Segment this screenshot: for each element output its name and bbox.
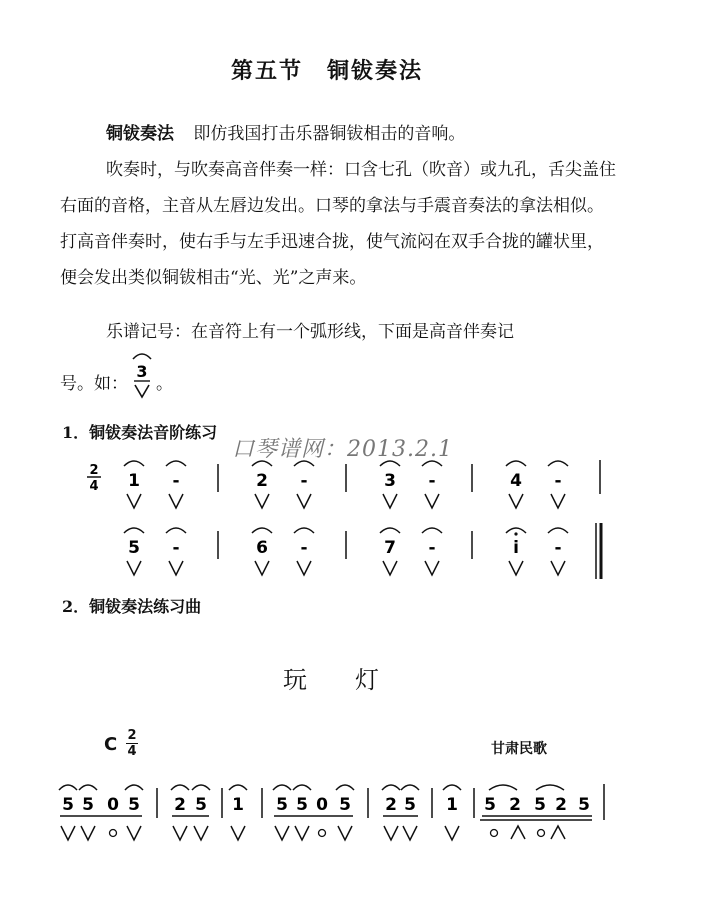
v-mark	[295, 826, 309, 840]
note: 6	[256, 538, 268, 558]
example-note: 3	[136, 362, 148, 381]
note: 2	[555, 795, 567, 815]
high-octave-dot	[514, 532, 517, 535]
caret-mark	[511, 826, 525, 839]
arc-mark	[548, 528, 568, 533]
note: 5	[404, 795, 416, 815]
term-definition: 即仿我国打击乐器铜钹相击的音响。	[193, 124, 466, 144]
v-mark	[169, 561, 183, 575]
dash-note: -	[300, 538, 308, 558]
dash-note: -	[554, 471, 562, 491]
note: 5	[82, 795, 94, 815]
dash-note: -	[428, 538, 436, 558]
v-mark	[383, 561, 397, 575]
dash-note: -	[554, 538, 562, 558]
v-mark	[61, 826, 75, 840]
arc-mark	[489, 785, 517, 790]
arc-mark	[294, 528, 314, 533]
song-source: 甘肃民歌	[491, 741, 547, 757]
v-mark	[127, 494, 141, 508]
section-2-title: 2．铜钹奏法练习曲	[62, 597, 202, 616]
song-time-top: 2	[127, 728, 137, 743]
v-mark	[169, 494, 183, 508]
song-time-signature	[124, 728, 140, 759]
v-mark	[231, 826, 245, 840]
note: 2	[385, 795, 397, 815]
v-mark	[383, 494, 397, 508]
section-heading: 第五节 铜钹奏法	[231, 58, 424, 84]
note: 5	[195, 795, 207, 815]
note: 5	[296, 795, 308, 815]
rest-circle-mark	[491, 830, 498, 837]
rest-circle-mark	[319, 830, 326, 837]
note: 5	[62, 795, 74, 815]
note: 5	[276, 795, 288, 815]
v-mark	[127, 826, 141, 840]
body-paragraph-3	[60, 362, 620, 402]
dash-note: -	[172, 471, 180, 491]
arc-mark	[166, 528, 186, 533]
arc-mark	[294, 461, 314, 466]
v-mark	[173, 826, 187, 840]
arc-mark	[171, 785, 189, 790]
v-mark	[135, 385, 149, 397]
note: 7	[384, 538, 396, 558]
arc-mark	[506, 461, 526, 466]
v-mark	[275, 826, 289, 840]
note: 0	[316, 795, 328, 815]
v-mark	[509, 494, 523, 508]
watermark: 口琴谱网：2013.2.1	[232, 437, 453, 462]
song-title: 玩灯	[283, 666, 427, 694]
example-suffix: 。	[156, 374, 173, 394]
key-label: C	[104, 734, 118, 755]
v-mark	[425, 494, 439, 508]
v-mark	[509, 561, 523, 575]
example-notation	[128, 362, 156, 389]
note: 0	[107, 795, 119, 815]
arc-mark	[273, 785, 291, 790]
note: 1	[446, 795, 458, 815]
song-time-bottom: 4	[127, 744, 137, 759]
key-signature	[104, 728, 140, 759]
v-mark	[425, 561, 439, 575]
note: 1	[128, 471, 140, 491]
time-signature-bottom: 4	[89, 479, 99, 494]
caret-mark	[551, 826, 565, 839]
arc-mark	[401, 785, 419, 790]
song-notation	[0, 770, 720, 850]
arc-mark	[125, 785, 143, 790]
v-mark	[127, 561, 141, 575]
arc-mark	[79, 785, 97, 790]
v-mark	[81, 826, 95, 840]
arc-mark	[166, 461, 186, 466]
arc-mark	[380, 528, 400, 533]
note: 2	[256, 471, 268, 491]
arc-mark	[229, 785, 247, 790]
arc-mark	[443, 785, 461, 790]
arc-mark	[380, 461, 400, 466]
v-mark	[384, 826, 398, 840]
arc-mark	[59, 785, 77, 790]
note: 4	[510, 471, 522, 491]
arc-mark	[548, 461, 568, 466]
arc-mark	[422, 528, 442, 533]
example-notation-svg	[128, 347, 156, 399]
v-mark	[297, 561, 311, 575]
example-prefix: 号。如：	[60, 374, 128, 394]
v-mark	[338, 826, 352, 840]
intro-paragraph	[60, 116, 620, 152]
arc-mark	[536, 785, 564, 790]
v-mark	[297, 494, 311, 508]
note: 5	[578, 795, 590, 815]
note: 5	[484, 795, 496, 815]
v-mark	[551, 561, 565, 575]
time-signature-top: 2	[89, 463, 99, 478]
arc-mark	[252, 461, 272, 466]
v-mark	[551, 494, 565, 508]
arc-mark	[192, 785, 210, 790]
term-label: 铜钹奏法	[106, 124, 174, 144]
dash-note: -	[172, 538, 180, 558]
note: 2	[174, 795, 186, 815]
arc-mark	[382, 785, 400, 790]
body-paragraph-1: 吹奏时，与吹奏高音伴奏一样：口含七孔（吹音）或九孔，舌尖盖住右面的音格，主音从左唇边发出。口琴的拿法与手震音奏法的拿法相似。打高音伴奏时，使右手与左手迅速合拢，使气流闷在双手合拢的罐状里，便会发出类似铜钹相击“光、光”之声来。	[60, 160, 616, 288]
v-mark	[403, 826, 417, 840]
dash-note: -	[428, 471, 436, 491]
note: 1	[232, 795, 244, 815]
note: 2	[509, 795, 521, 815]
note: i	[513, 538, 519, 558]
note: 3	[384, 471, 396, 491]
note: 5	[534, 795, 546, 815]
note: 5	[128, 795, 140, 815]
body-paragraph-2: 乐谱记号：在音符上有一个弧形线，下面是高音伴奏记	[106, 322, 514, 342]
rest-circle-mark	[110, 830, 117, 837]
note: 5	[339, 795, 351, 815]
v-mark	[445, 826, 459, 840]
rest-circle-mark	[538, 830, 545, 837]
note: 5	[128, 538, 140, 558]
scale-exercise	[0, 450, 720, 590]
v-mark	[194, 826, 208, 840]
arc-mark	[293, 785, 311, 790]
arc-mark	[422, 461, 442, 466]
dash-note: -	[300, 471, 308, 491]
arc-mark	[506, 528, 526, 533]
arc-mark	[336, 785, 354, 790]
arc-mark	[252, 528, 272, 533]
v-mark	[255, 494, 269, 508]
section-1-title: 1．铜钹奏法音阶练习	[62, 423, 218, 442]
arc-mark	[124, 461, 144, 466]
arc-mark	[124, 528, 144, 533]
arc-mark	[133, 354, 151, 359]
v-mark	[255, 561, 269, 575]
